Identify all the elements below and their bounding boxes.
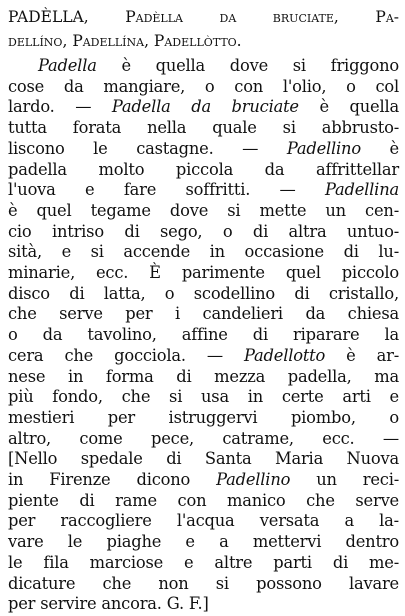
text-run: sità, e si accende in occasione di lu- bbox=[8, 242, 399, 262]
text-run: è quella bbox=[298, 97, 399, 117]
text-run: un reci- bbox=[290, 470, 399, 489]
text-run: dicature che non si possono lavare bbox=[8, 573, 399, 593]
text-run: cera che gocciola. — bbox=[8, 345, 245, 365]
text-run: altro, come pece, catrame, ecc. — bbox=[8, 428, 399, 448]
headword-main: PADÈLLA bbox=[8, 8, 84, 26]
italic-term: Padella bbox=[38, 56, 97, 75]
headword-variant: Pa- bbox=[375, 8, 400, 26]
text-run: è quel tegame dove si mette un cen- bbox=[8, 200, 399, 220]
headword-variant: Padellòtto bbox=[153, 32, 237, 50]
headword-line-2: dellíno, Padellína, Padellòtto. bbox=[8, 32, 242, 50]
text-run: vare le piaghe e a mettervi dentro bbox=[8, 532, 399, 552]
text-run: tutta forata nella quale si abbrusto- bbox=[8, 118, 399, 138]
headword-line-1: PADÈLLA, Padèlla da bruciate, Pa- bbox=[8, 8, 400, 26]
headword-variant: Padellína bbox=[72, 32, 145, 50]
text-run: minarie, ecc. È parimente quel piccolo bbox=[8, 263, 399, 282]
italic-term: Padellino bbox=[216, 470, 291, 489]
text-run: per servire ancora. G. F.] bbox=[8, 594, 209, 614]
text-run: liscono le castagne. — bbox=[8, 138, 287, 158]
text-run: è quella dove si friggono bbox=[96, 56, 399, 75]
text-run: cio intriso di sego, o di altra untuo- bbox=[8, 221, 399, 241]
text-run: [Nello spedale di Santa Maria Nuova bbox=[8, 449, 399, 469]
text-run: più fondo, che si usa in certe arti e bbox=[8, 387, 399, 407]
italic-term: Padellotto bbox=[244, 345, 326, 365]
text-run: disco di latta, o scodellino di cristallo, bbox=[8, 283, 399, 303]
text-run: in Firenze dicono bbox=[8, 470, 217, 489]
text-run: nese in forma di mezza padella, ma bbox=[8, 366, 399, 386]
text-run: o da tavolino, affine di riparare la bbox=[8, 325, 399, 345]
entry-text-line bbox=[8, 592, 399, 616]
text-run: è ar- bbox=[325, 345, 400, 365]
italic-term: Padellino bbox=[286, 138, 361, 158]
headword-variant: Padèlla da bruciate bbox=[125, 8, 334, 26]
text-run: l'uova e fare soffritti. — bbox=[8, 180, 325, 200]
text-run: cose da mangiare, o con l'olio, o col bbox=[8, 76, 399, 96]
italic-term: Padella da bruciate bbox=[111, 97, 299, 117]
text-run: per raccogliere l'acqua versata a la- bbox=[8, 511, 399, 531]
text-run: le fila marciose e altre parti di me- bbox=[8, 552, 399, 572]
text-run: è bbox=[360, 138, 399, 158]
text-run: lardo. — bbox=[8, 97, 112, 117]
text-run: che serve per i candelieri da chiesa bbox=[8, 304, 399, 324]
text-run: padella molto piccola da affrittellar bbox=[8, 159, 399, 179]
text-run: piente di rame con manico che serve bbox=[8, 490, 399, 510]
headword-variant: dellíno bbox=[8, 32, 63, 50]
text-run: mestieri per istruggervi piombo, o bbox=[8, 407, 399, 427]
italic-term: Padellina bbox=[324, 180, 399, 200]
